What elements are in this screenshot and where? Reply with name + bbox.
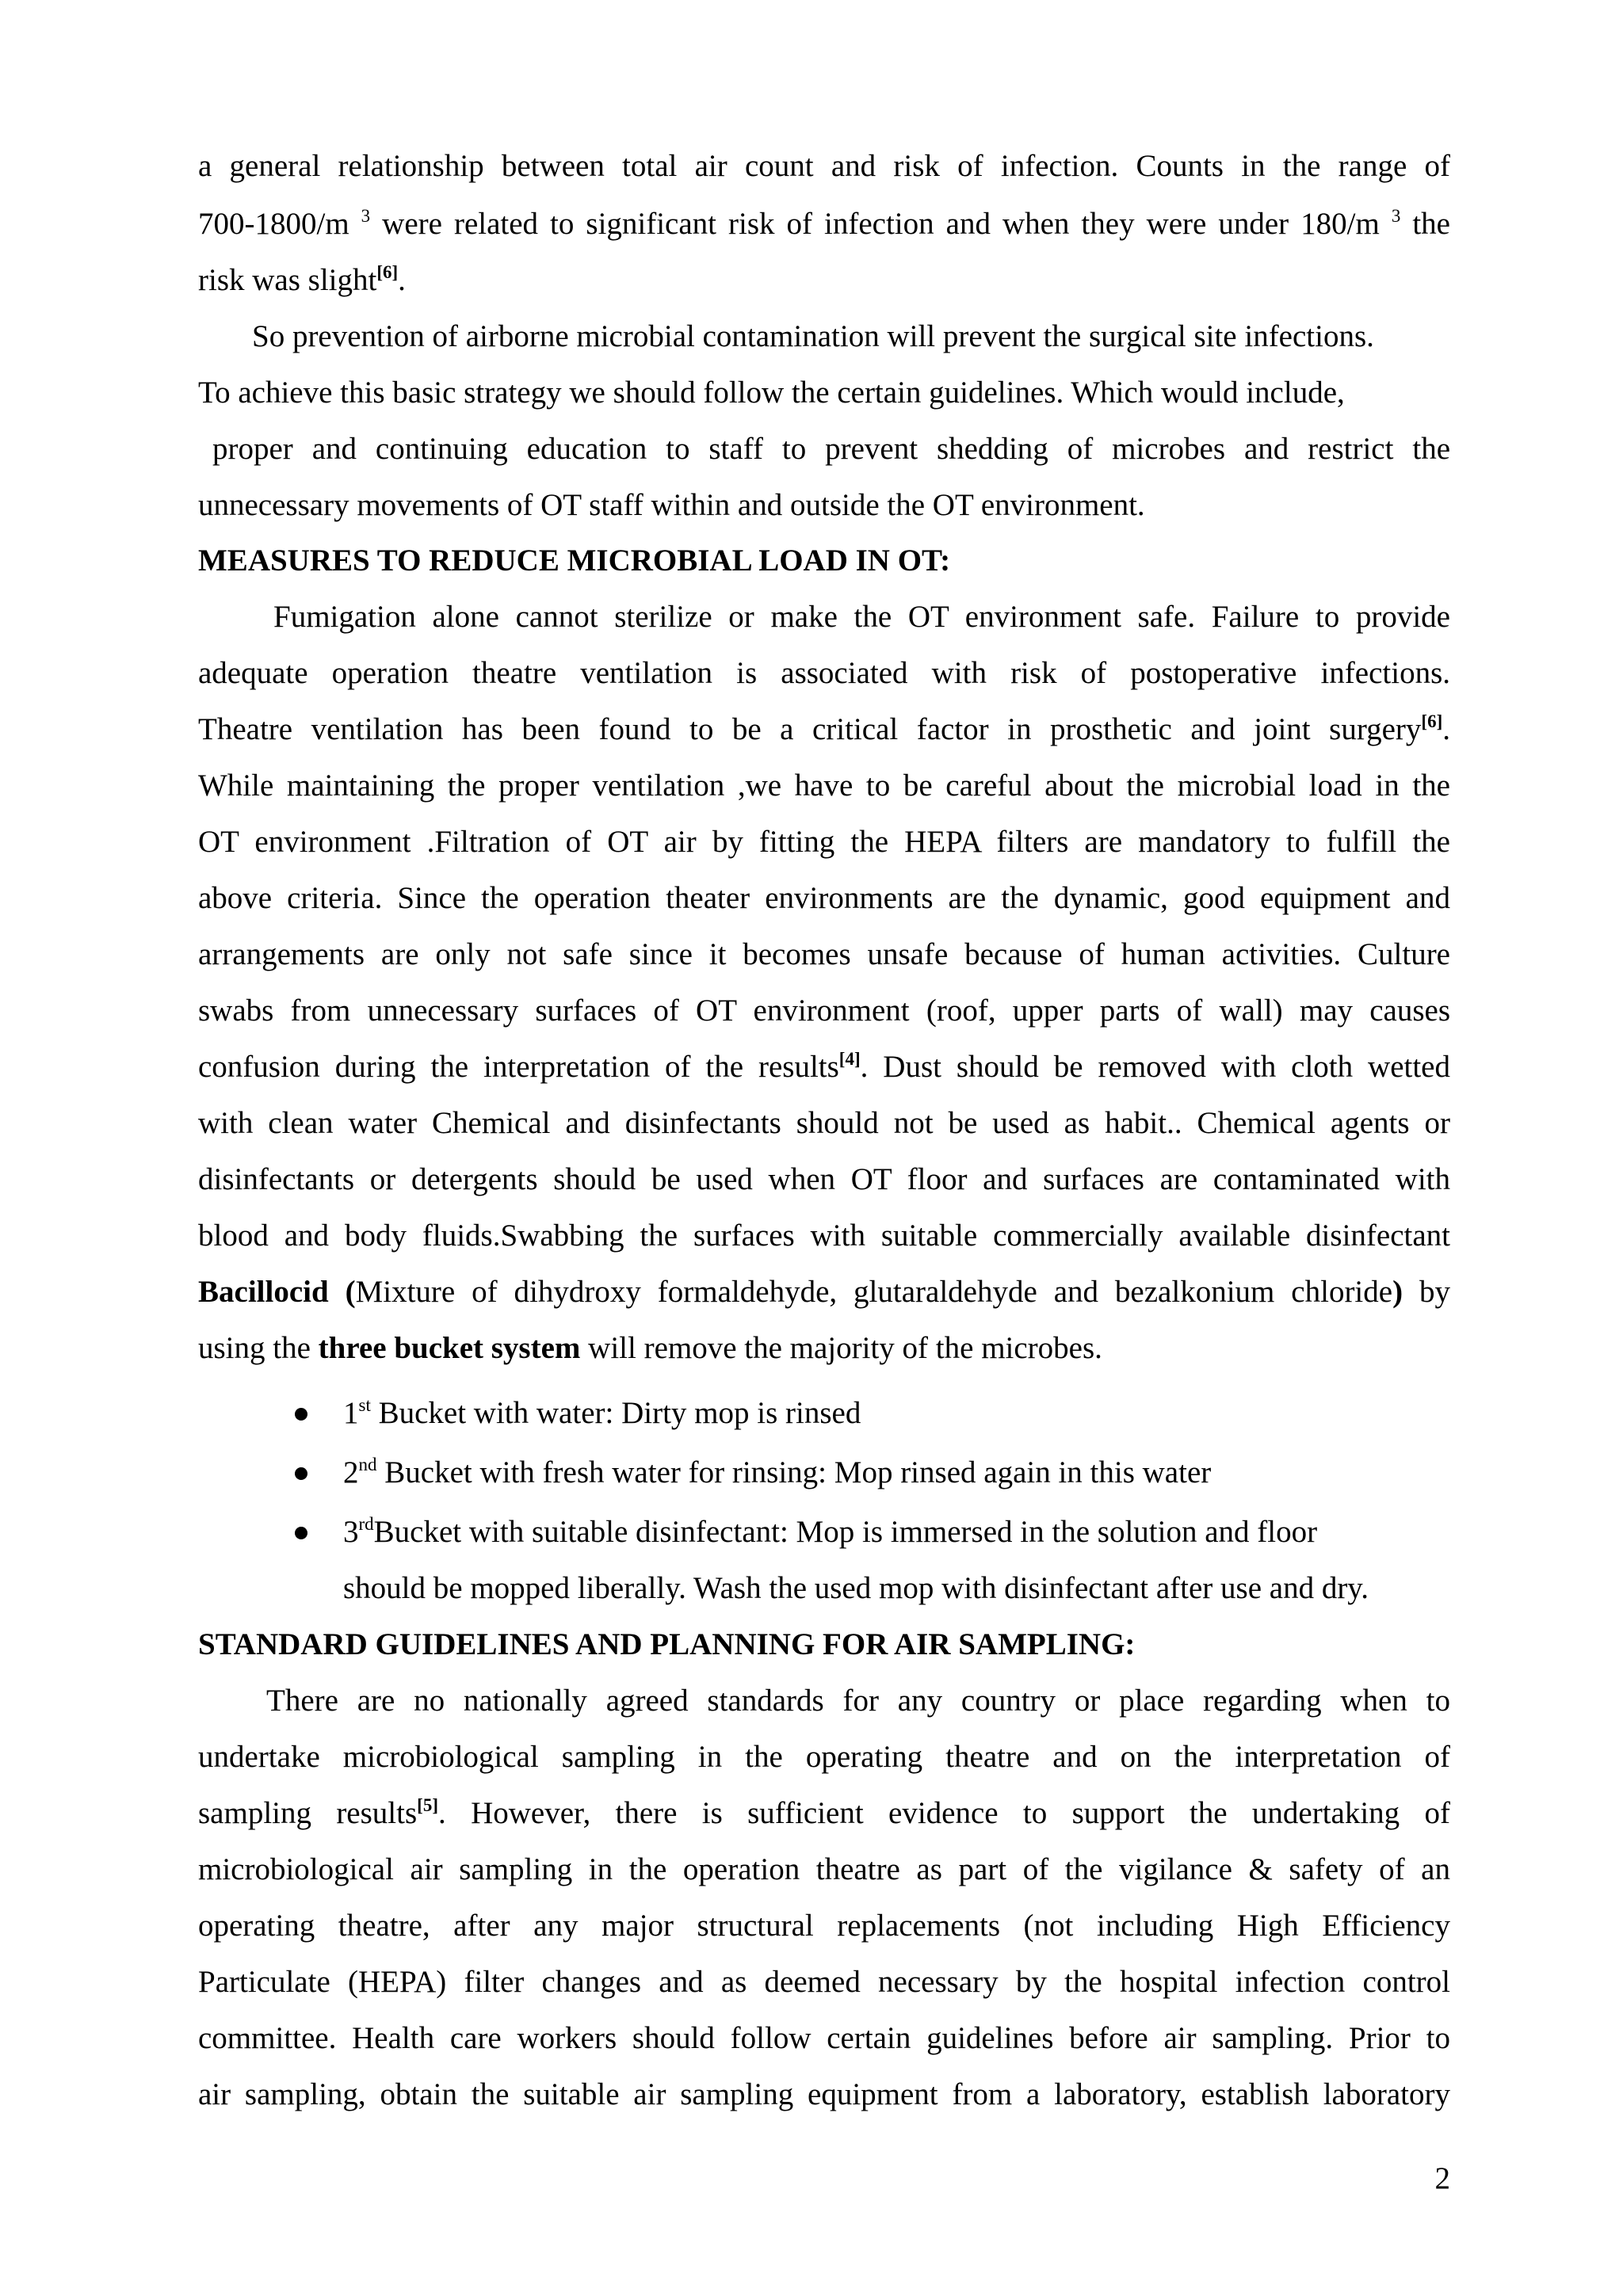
paragraph-line: a general relationship between total air count and risk of infection. Counts in the range of (198, 149, 1450, 183)
paragraph-line: 700-1800/m $^3$ were related to significant risk of infection and when they were under 180/m $^3$ the (198, 206, 1450, 241)
citation-ref: [6] (376, 262, 399, 282)
paragraph-line: arrangements are only not safe since it becomes unsafe because of human activities. Culture (198, 937, 1450, 971)
paragraph-line: Particulate (HEPA) filter changes and as deemed necessary by the hospital infection control (198, 1965, 1450, 1999)
paragraph-line: OT environment .Filtration of OT air by fitting the HEPA filters are mandatory to fulfill the (198, 825, 1450, 859)
paragraph-line: risk was slight[6]. (198, 262, 406, 297)
bullet-icon (295, 1527, 307, 1539)
bullet-icon (295, 1408, 307, 1421)
citation-ref: [6] (1421, 711, 1443, 731)
paragraph-line: So prevention of airborne microbial contamination will prevent the surgical site infections. (252, 319, 1374, 353)
paragraph-line: using the three bucket system will remove the majority of the microbes. (198, 1331, 1102, 1365)
paragraph-line: with clean water Chemical and disinfectants should not be used as habit.. Chemical agents or (198, 1106, 1450, 1140)
paragraph-line: microbiological air sampling in the operation theatre as part of the vigilance & safety of an (198, 1852, 1450, 1886)
section-heading: MEASURES TO REDUCE MICROBIAL LOAD IN OT: (198, 543, 951, 578)
paragraph-line: air sampling, obtain the suitable air sampling equipment from a laboratory, establish laboratory (198, 2077, 1450, 2111)
paragraph-line: above criteria. Since the operation theater environments are the dynamic, good equipment and (198, 881, 1450, 915)
emphasis-term: three bucket system (318, 1331, 581, 1365)
paragraph-line: committee. Health care workers should follow certain guidelines before air sampling. Prior to (198, 2021, 1450, 2055)
paragraph-line: disinfectants or detergents should be used when OT floor and surfaces are contaminated with (198, 1162, 1450, 1196)
list-item: 2nd Bucket with fresh water for rinsing: Mop rinsed again in this water (343, 1455, 1212, 1489)
paragraph-line: undertake microbiological sampling in the operating theatre and on the interpretation of (198, 1740, 1450, 1774)
paragraph-line: To achieve this basic strategy we should follow the certain guidelines. Which would include, (198, 376, 1345, 410)
citation-ref: [4] (838, 1049, 861, 1069)
list-item: 3rdBucket with suitable disinfectant: Mop is immersed in the solution and floor (343, 1514, 1318, 1549)
page-number: 2 (1434, 2161, 1450, 2195)
section-heading: STANDARD GUIDELINES AND PLANNING FOR AIR SAMPLING: (198, 1627, 1136, 1661)
paragraph-line: proper and continuing education to staff to prevent shedding of microbes and restrict the (212, 432, 1450, 466)
list-item-continuation: should be mopped liberally. Wash the used mop with disinfectant after use and dry. (343, 1571, 1369, 1605)
paragraph-line: confusion during the interpretation of the results[4]. Dust should be removed with cloth wetted (198, 1049, 1450, 1084)
bullet-icon (295, 1467, 307, 1480)
paragraph-line: adequate operation theatre ventilation is associated with risk of postoperative infections. (198, 656, 1450, 690)
paragraph-line: blood and body fluids.Swabbing the surfaces with suitable commercially available disinfectant (198, 1219, 1450, 1253)
paragraph-line: unnecessary movements of OT staff within and outside the OT environment. (198, 488, 1145, 522)
paragraph-line: Bacillocid (Mixture of dihydroxy formaldehyde, glutaraldehyde and bezalkonium chloride) by (198, 1275, 1450, 1309)
list-item: 1st Bucket with water: Dirty mop is rinsed (343, 1395, 861, 1430)
paragraph-line: swabs from unnecessary surfaces of OT environment (roof, upper parts of wall) may causes (198, 994, 1450, 1028)
paragraph-line: Theatre ventilation has been found to be a critical factor in prosthetic and joint surgery[6]. (198, 711, 1450, 746)
paragraph-line: While maintaining the proper ventilation ,we have to be careful about the microbial load in the (198, 769, 1450, 803)
citation-ref: [5] (417, 1795, 438, 1815)
paragraph-line: There are no nationally agreed standards for any country or place regarding when to (266, 1684, 1450, 1718)
paragraph-line: Fumigation alone cannot sterilize or make the OT environment safe. Failure to provide (273, 600, 1450, 634)
paragraph-line: operating theatre, after any major structural replacements (not including High Efficiency (198, 1909, 1450, 1943)
paragraph-line: sampling results[5]. However, there is sufficient evidence to support the undertaking of (198, 1795, 1450, 1830)
